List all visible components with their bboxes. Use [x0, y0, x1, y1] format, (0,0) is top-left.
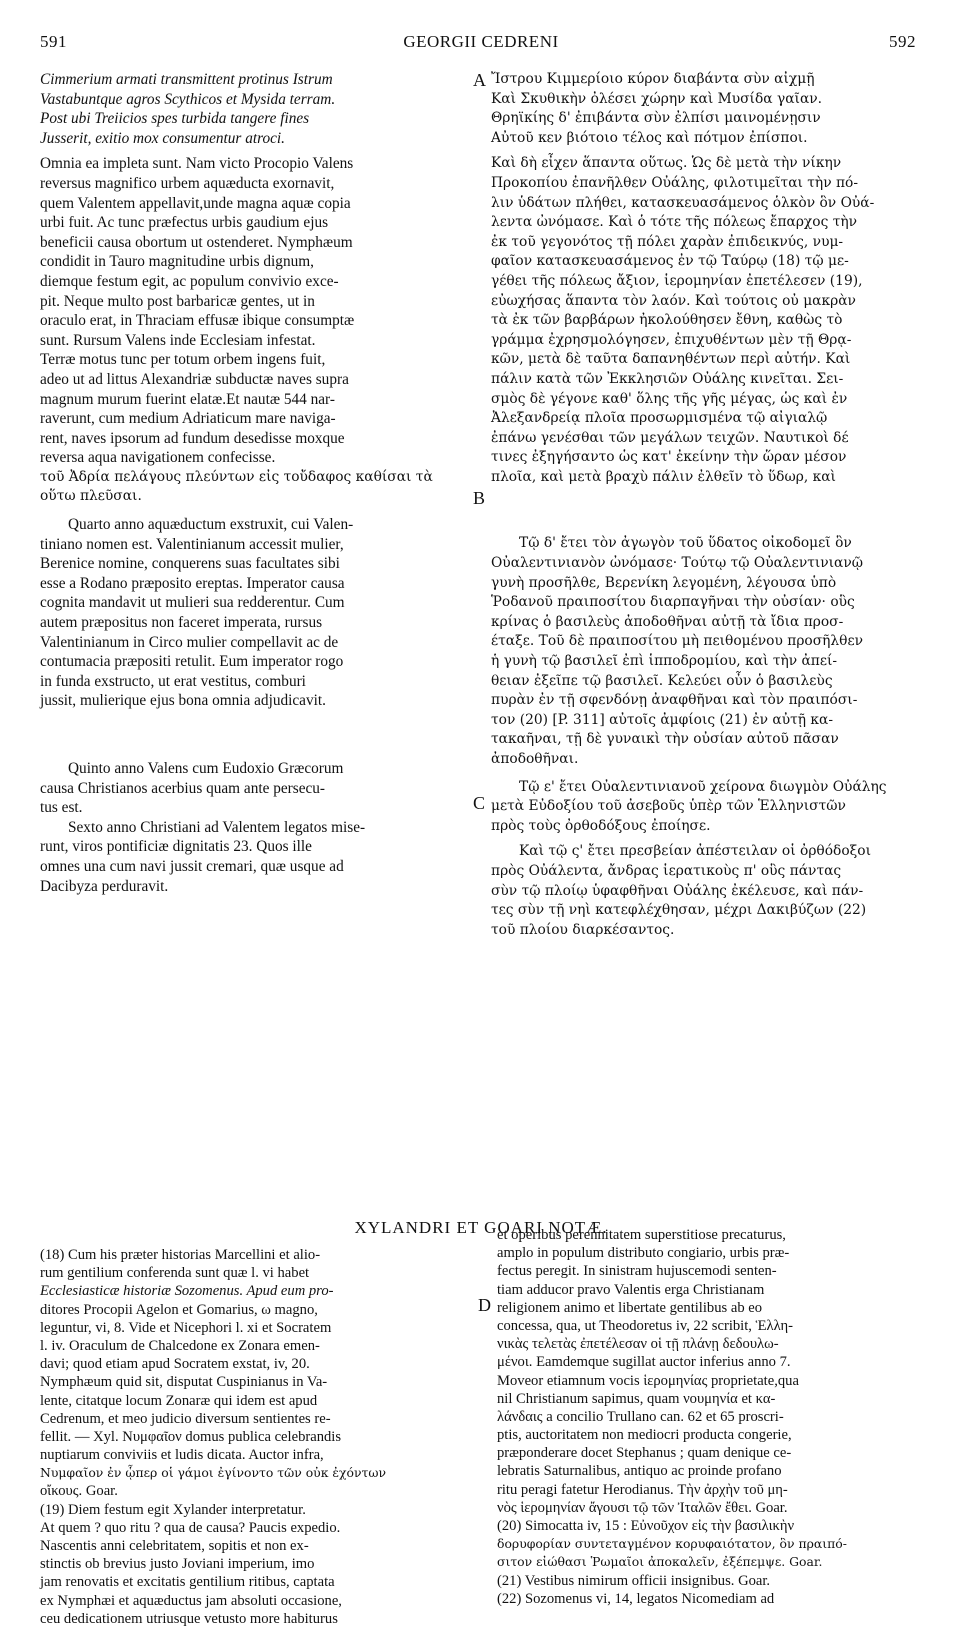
- text-line: Καὶ δὴ εἶχεν ἅπαντα οὕτως. Ὡς δὲ μετὰ τὴν νίκην: [491, 155, 842, 172]
- note-line: stinctis ob brevius justo Joviani imperium, imo: [40, 1556, 315, 1573]
- note-line: ditores Procopii Agelon et Gomarius, ω magno,: [40, 1301, 318, 1318]
- latin-verse: [40, 70, 468, 148]
- text-line: τινες ἐξηγήσαντο ὡς κατ' ἐκείνην τὴν ὥραν μέσον: [491, 449, 847, 466]
- text-line: tiniano nomen est. Valentinianum accessit mulier,: [40, 535, 344, 553]
- note-line: religionem animo et libertate gentilibus ab eo: [497, 1299, 763, 1316]
- text-line: adeo ut ad littus Alexandriæ subductæ naves supra: [40, 370, 349, 388]
- text-line: cognita mandavit ut mulieri sua redderentur. Cum: [40, 594, 345, 612]
- text-line: κρίνας ὁ βασιλεὺς ἀποδοθῆναι αὐτῇ τὰ ἴδια προσ-: [491, 613, 844, 630]
- text-line: autem præpositus non faceret imperata, rursus: [40, 614, 323, 632]
- text-line: esse a Rodano præposito ereptas. Imperator causa: [40, 574, 345, 592]
- text-line: πλοῖα, καὶ μετὰ βραχὺ πάλιν ἐλθεῖν τὸ ὕδωρ, καὶ: [491, 468, 836, 485]
- text-line: κῶν, μετὰ δὲ ταῦτα δαπανηθέντων περὶ αὐτήν. Καὶ: [491, 351, 851, 368]
- text-line: εὐωχήσας ἅπαντα τὸν λαόν. Καὶ τούτοις οὐ μακρὰν: [491, 292, 856, 309]
- note-line: amplo in populum distributo congiario, urbis præ-: [497, 1245, 790, 1262]
- note-line: fellit. — Xyl. Νυμφαῖον domus publica celebrandis: [40, 1428, 342, 1445]
- note-line: tiam adducor pravo Valentis erga Christianam: [497, 1281, 765, 1298]
- greek-verse-line: Αὐτοῦ κεν βιότοιο τέλος καὶ πότμον ἐπίσποι.: [491, 129, 808, 146]
- text-line: τακαῆναι, τῇ δὲ γυναικὶ τὴν οὐσίαν αὐτοῦ πᾶσαν: [491, 731, 839, 748]
- text-line: tus est.: [40, 799, 83, 817]
- text-line: Προκοπίου ἐπανῆλθεν Οὐάλης, φιλοτιμεῖται τὴν πό-: [491, 174, 859, 191]
- text-line: sunt. Rursum Valens inde Ecclesiam infestat.: [40, 331, 316, 349]
- text-line: μετὰ Εὐδοξίου τοῦ ἀσεβοῦς ὑπὲρ τῶν Ἑλληνιστῶν: [491, 798, 846, 815]
- greek-paragraph-1: [491, 154, 923, 487]
- text-line: ἐκ τοῦ γεγονότος τῇ πόλει χαρὰν ἐπιδεικνύς, νυμ-: [491, 233, 844, 250]
- text-line: Terræ motus tunc per totum orbem ingens fuit,: [40, 351, 326, 369]
- text-line: rent, naves ipsorum ad fundum desedisse moxque: [40, 429, 345, 447]
- text-line: σμὸς δὲ γέγονε καθ' ὅλης τῆς γῆς μέγας, ὡς καὶ ἐν: [491, 390, 848, 407]
- text-line: Omnia ea impleta sunt. Nam victo Procopio Valens: [40, 155, 354, 173]
- text-line: ἐπάνω γενέσθαι τῶν μεγάλων τειχῶν. Ναυτικοὶ δέ: [491, 429, 849, 446]
- text-line: causa Christianos acerbius quam ante persecu-: [40, 779, 326, 797]
- margin-letter-b: B: [473, 488, 486, 508]
- note-line: concessa, qua, ut Theodoretus iv, 22 scribit, Ἑλλη-: [497, 1317, 794, 1334]
- notes-column-left: [40, 1246, 480, 1628]
- text-line: reversa aqua navigationem confecisse.: [40, 449, 276, 467]
- text-line: πάλιν κατὰ τῶν Ἐκκλησιῶν Οὐάλης κινεῖται. Σει-: [491, 370, 844, 387]
- text-line: pit. Neque multo post barbaricæ gentes, ut in: [40, 292, 315, 310]
- latin-paragraph-4: [40, 818, 468, 896]
- note-line: λάνδαις a concilio Trullano can. 62 et 65 proscri-: [497, 1408, 784, 1425]
- note-line: l. iv. Oraculum de Chalcedone ex Zonara emen-: [40, 1337, 320, 1354]
- greek-paragraph-4: [491, 842, 923, 940]
- note-line: rum gentilium conferenda sunt quæ l. vi habet: [40, 1265, 310, 1282]
- note-line: davi; quod etiam apud Socratem exstat, iv, 20.: [40, 1356, 310, 1373]
- note-line: μένοι. Eamdemque sugillat auctor inferius anno 7.: [497, 1354, 791, 1371]
- text-line: Ἀλεξανδρείᾳ πλοῖα προσωρμισμένα τῷ αἰγιαλῷ: [491, 410, 828, 427]
- text-line: Οὐαλεντινιανὸν ὠνόμασε· Τούτῳ τῷ Οὐαλεντινιανῷ: [491, 555, 864, 572]
- latin-verse-line: Jusserit, exitio mox consumentur atroci.: [40, 129, 285, 147]
- greek-paragraph-3: [491, 778, 923, 837]
- note-line: Ecclesiasticæ historiæ Sozomenus. Apud eum pro-: [40, 1283, 334, 1300]
- note-line: (19) Diem festum egit Xylander interpretatur.: [40, 1501, 306, 1518]
- latin-verse-line: Cimmerium armati transmittent protinus Istrum: [40, 71, 333, 88]
- note-line: et operibus perennitatem superstitiose precaturus,: [497, 1227, 786, 1243]
- text-line: jussit, mulierique ejus bona omnia adjudicavit.: [40, 692, 326, 710]
- note-line: fectus peregit. In sinistram hujuscemodi senten-: [497, 1263, 777, 1280]
- text-line: Τῷ ε' ἔτει Οὐαλεντινιανοῦ χείρονα διωγμὸν Οὐάλης: [519, 778, 887, 795]
- text-line: θειαν ἐξεῖπε τῷ βασιλεῖ. Κελεύει οὖν ὁ βασιλεὺς: [491, 672, 833, 689]
- margin-letter-a: A: [473, 70, 486, 90]
- text-line: runt, viros pontificiæ dignitatis 23. Quos ille: [40, 838, 312, 856]
- text-line: reversus magnifico urbem aquæducta exornavit,: [40, 174, 335, 192]
- note-line: præponderare docet Stephanus ; quam denique ce-: [497, 1445, 792, 1462]
- text-line: Τῷ δ' ἔτει τὸν ἀγωγὸν τοῦ ὕδατος οἰκοδομεῖ ὃν: [519, 535, 852, 552]
- note-line: Nymphæum quid sit, disputat Cuspinianus in Va-: [40, 1374, 328, 1391]
- note-line: δορυφορίαν συντεταγμένον κορυφαιότατον, ὃν πραιπό-: [497, 1536, 847, 1552]
- note-line: ceu dedicationem utriusque vetusto more habiturus: [40, 1610, 338, 1627]
- text-line: Valentinianum in Circo mulier compellavit ac de: [40, 633, 339, 651]
- text-line: τοῦ Ἀδρία πελάγους πλεύντων εἰς τοὔδαφος καθίσαι τὰ: [40, 468, 433, 485]
- text-line: beneficii causa obortum ut ostenderet. Nymphæum: [40, 233, 353, 251]
- note-line: (22) Sozomenus vi, 14, legatos Nicomediam ad: [497, 1590, 775, 1607]
- greek-spanning-line: [40, 468, 468, 507]
- text-line: τὰ ἐκ τῶν βαρβάρων ἠκολούθησεν ἔθνη, καθὼς τὸ: [491, 312, 843, 329]
- text-line: γυνὴ προσῆλθε, Βερενίκη λεγομένη, λέγουσα ὑπὸ: [491, 574, 837, 591]
- text-line: in funda exstructo, ut erat vestitus, comburi: [40, 672, 306, 690]
- text-line: πρὸς τοὺς ὀρθοδόξους ἐποίησε.: [491, 817, 711, 834]
- text-line: τον (20) [P. 311] αὐτοῖς ἀμφίοις (21) ἐν αὐτῇ κα-: [491, 711, 833, 728]
- text-line: Quarto anno aquæductum exstruxit, cui Valen-: [68, 516, 354, 534]
- note-line: leguntur, vi, 8. Vide et Nicephori l. xi et Socratem: [40, 1319, 332, 1336]
- text-line: quem Valentem appellavit,unde magna aquæ copia: [40, 194, 351, 212]
- text-line: oraculo erat, in Thraciam effusæ ibique consumptæ: [40, 312, 355, 330]
- text-line: Dacibyza perduravit.: [40, 877, 169, 895]
- note-line: (20) Simocatta iv, 15 : Εὐνοῦχον εἰς τὴν βασιλικὴν: [497, 1518, 795, 1534]
- note-line: ptis, auctoritatem non mediocri producta congerie,: [497, 1427, 792, 1444]
- text-line: πρὸς Οὐάλεντα, ἄνδρας ἱερατικοὺς π' οὓς πάντας: [491, 862, 842, 879]
- text-line: λεντα ὠνόμασε. Καὶ ὁ τότε τῆς πόλεως ἔπαρχος τὴν: [491, 214, 858, 231]
- running-title: GEORGII CEDRENI: [403, 32, 559, 51]
- latin-paragraph-1: [40, 154, 468, 468]
- text-line: Sexto anno Christiani ad Valentem legatos mise-: [68, 818, 366, 836]
- text-line: raverunt, cum medium Adriaticum mare naviga-: [40, 410, 336, 428]
- note-line: At quem ? quo ritu ? qua de causa? Paucis expedio.: [40, 1519, 341, 1536]
- note-line: οἴκους. Goar.: [40, 1483, 118, 1500]
- note-line: (18) Cum his præter historias Marcellini et alio-: [40, 1247, 321, 1263]
- text-line: diemque festum egit, ac populum convivio exce-: [40, 272, 339, 290]
- text-line: urbi fuit. Ac tunc præfectus urbis gaudium ejus: [40, 214, 329, 232]
- margin-letter-d: D: [478, 1295, 491, 1315]
- text-line: λιν ὑδάτων πλήθει, κατασκευασάμενος ὁλκὸν ὃν Οὐά-: [491, 194, 875, 211]
- text-line: Quinto anno Valens cum Eudoxio Græcorum: [68, 760, 344, 777]
- note-line: lente, citatque locum Zonaræ qui idem est apud: [40, 1392, 318, 1409]
- latin-verse-line: Vastabuntque agros Scythicos et Mysida terram.: [40, 90, 336, 108]
- note-line: Cedrenum, et meo judicio diversum sentientes re-: [40, 1410, 331, 1427]
- text-line: γράμμα ἐχρησμολόγησεν, ἐπιχυθέντων μὲν τῇ Θρᾳ-: [491, 331, 852, 348]
- note-line: Moveor etiamnum vocis ἱερομηνίας proprietate,qua: [497, 1372, 799, 1389]
- note-line: ex Nymphæi et aquæductus jam absoluti occasione,: [40, 1592, 342, 1609]
- greek-verse-line: Θρηϊκίης δ' ἐπιβάντα σὺν ἐλπίσι μαινομένῃσιν: [491, 110, 821, 127]
- text-line: ἀποδοθῆναι.: [491, 751, 579, 767]
- latin-column: [40, 70, 468, 896]
- latin-verse-line: Post ubi Treiicios spes turbida tangere fines: [40, 110, 310, 128]
- page-number-right: 592: [889, 32, 916, 51]
- notes-column-right: [497, 1226, 927, 1608]
- latin-paragraph-3: [40, 759, 468, 818]
- note-line: (21) Vestibus nimirum officii insignibus. Goar.: [497, 1572, 771, 1589]
- latin-paragraph-2: [40, 515, 468, 711]
- text-line: condidit in Tauro magnitudine urbis dignum,: [40, 253, 314, 271]
- text-line: contumacia præpositi retulit. Eum imperator rogo: [40, 653, 344, 671]
- note-line: lebratis Saturnalibus, antiquo ac proinde profano: [497, 1463, 782, 1480]
- text-line: τες σὺν τῇ νηὶ κατεφλέχθησαν, μέχρι Δακιβύζων (22): [491, 902, 867, 919]
- text-line: τοῦ πλοίου διαρκέσαντος.: [491, 921, 675, 938]
- note-line: Nascentis anni celebritatem, sopitis et non ex-: [40, 1538, 309, 1554]
- greek-column: [491, 70, 923, 940]
- text-line: Καὶ τῷ ς' ἔτει πρεσβείαν ἀπέστειλαν οἱ ὀρθόδοξοι: [519, 843, 871, 860]
- greek-verse-line: Καὶ Σκυθικὴν ὀλέσει χώρην καὶ Μυσίδα γαῖαν.: [491, 90, 823, 107]
- text-line: πυρὰν ἐν τῇ σφενδόνῃ ἀναφθῆναι καὶ τὸν πραιπόσι-: [491, 692, 858, 709]
- greek-paragraph-2: [491, 534, 923, 769]
- text-line: σὺν τῷ πλοίῳ ὑφαφθῆναι Οὐάλης ἐκέλευσε, καὶ πάν-: [491, 882, 864, 899]
- note-line: nuptiarum conviviis et ludis dicata. Auctor infra,: [40, 1447, 324, 1464]
- notes-heading: XYLANDRI ET GOARI NOTÆ.: [354, 1218, 608, 1237]
- margin-letter-c: C: [473, 793, 486, 813]
- note-line: σιτον εἰώθασι Ῥωμαῖοι ἀποκαλεῖν, ἐξέπεμψε. Goar.: [497, 1554, 823, 1570]
- text-line: γέθει τῆς πόλεως ἄξιον, ἱερομηνίαν ἐπετέλεσεν (19),: [491, 272, 863, 289]
- text-line: οὕτω πλεῦσαι.: [40, 488, 142, 505]
- text-line: φαῖον κατασκευασάμενος ἐν τῷ Ταύρῳ (18) τῷ με-: [491, 253, 849, 270]
- note-line: nil Christianum sapimus, quam νουμηνία et κα-: [497, 1390, 776, 1407]
- note-line: νικὰς τελετὰς ἐπετέλεσαν οἱ τῇ πλάνῃ δεδουλω-: [497, 1336, 779, 1353]
- text-line: magnum murum fuerint elatæ.Et nautæ 544 nar-: [40, 390, 335, 408]
- note-line: jam renovatis et excitatis gentilium ritibus, captata: [40, 1574, 335, 1591]
- note-line: Νυμφαῖον ἐν ᾧπερ οἱ γάμοι ἐγίνοντο τῶν οὐκ ἐχόντων: [40, 1465, 387, 1481]
- greek-verse-line: Ἴστρου Κιμμερίοιο κύρον διαβάντα σὺν αἰχμῇ: [491, 71, 815, 87]
- note-line: ritu peragi fatetur Herodianus. Τὴν ἀρχὴν τοῦ μη-: [497, 1481, 788, 1498]
- note-line: νὸς ἱερομηνίαν ἄγουσι τῷ τῶν Ἰταλῶν ἔθει. Goar.: [497, 1499, 788, 1516]
- text-line: ἡ γυνὴ τῷ βασιλεῖ ἐπὶ ἱπποδρομίου, καὶ τὴν ἀπεί-: [491, 653, 838, 670]
- page-number-left: 591: [40, 32, 67, 51]
- text-line: Ῥοδανοῦ πραιποσίτου διαρπαγῆναι τὴν οὐσίαν· οὓς: [491, 594, 855, 611]
- text-line: έταξε. Τοῦ δὲ πραιποσίτου μὴ πειθομένου προσῆλθεν: [491, 633, 864, 650]
- greek-verse: [491, 70, 923, 148]
- text-line: omnes una cum navi jussit cremari, quæ usque ad: [40, 857, 344, 875]
- text-line: Berenice nomine, conquerens suas facultates sibi: [40, 555, 340, 573]
